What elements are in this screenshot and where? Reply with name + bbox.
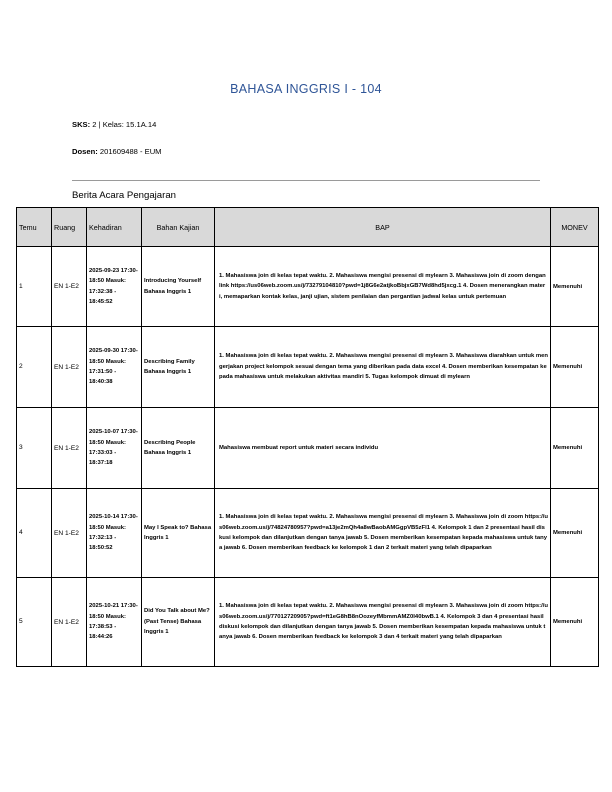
dosen-label: Dosen: — [72, 147, 98, 156]
divider — [72, 180, 540, 181]
cell-temu: 3 — [17, 408, 52, 489]
cell-kehadiran: 2025-10-21 17:30-18:50 Masuk: 17:38:53 - 18:44:26 — [87, 578, 142, 667]
cell-bahan-kajian: Describing People Bahasa Inggris 1 — [142, 408, 215, 489]
col-ruang: Ruang — [52, 208, 87, 247]
cell-bap: 1. Mahasiswa join di kelas tepat waktu. 2. Mahasiswa mengisi presensi di mylearn 3. Mahasiswa join di zoom https://us06web.zoom.us/j/77012720905?pwd=ft1eG8hB8nOozeyfMbmmAMZ0I40bwB.1 4. Kelompok 3 dan 4 presentasi hasil diskusi kelompok dan dilanjutkan dengan tanya jawab 5. Dosen memberikan kesempatan kepada mahasiswa untuk tanya jawab 6. Dosen memberikan feedback ke kelompok 3 dan 4 terkait materi yang telah dipaparkan — [215, 578, 551, 667]
cell-bap: 1. Mahasiswa join di kelas tepat waktu. 2. Mahasiswa mengisi presensi di mylearn 3. Mahasiswa join di zoom dengan link https://us06web.zoom.us/j/73279104810?pwd=1j8G6e2atjkoBbjxGB7Wd8hd5jxcg.1 4. Dosen menerangkan materi, memaparkan kontak kelas, janji ujian, sistem penilaian dan pergantian jadwal kelas untuk pertemuan — [215, 247, 551, 327]
cell-ruang: EN 1-E2 — [52, 408, 87, 489]
col-bap: BAP — [215, 208, 551, 247]
cell-bap: Mahasiswa membuat report untuk materi secara individu — [215, 408, 551, 489]
sks-value: 2 | Kelas: 15.1A.14 — [92, 120, 157, 129]
table-row — [17, 408, 599, 489]
cell-kehadiran: 2025-10-07 17:30-18:50 Masuk: 17:33:03 - 18:37:18 — [87, 408, 142, 489]
col-temu: Temu — [17, 208, 52, 247]
table-header-row — [17, 208, 599, 247]
table-row — [17, 247, 599, 327]
cell-monev: Memenuhi — [551, 408, 599, 489]
col-monev: MONEV — [551, 208, 599, 247]
cell-bahan-kajian: Introducing Yourself Bahasa Inggris 1 — [142, 247, 215, 327]
cell-bahan-kajian: May I Speak to? Bahasa Inggris 1 — [142, 489, 215, 578]
cell-temu: 2 — [17, 327, 52, 408]
cell-bahan-kajian: Describing Family Bahasa Inggris 1 — [142, 327, 215, 408]
cell-bap: 1. Mahasiswa join di kelas tepat waktu. 2. Mahasiswa mengisi presensi di mylearn 3. Mahasiswa diarahkan untuk mengerjakan project kelompok sesuai dengan tema yang diberikan pada data excel 4. Dosen memberikan kesempatan kepada mahasiswa untuk melakukan aktivitas mandiri 5. Tugas kelompok dimuat di mylearn — [215, 327, 551, 408]
section-title: Berita Acara Pengajaran — [72, 190, 176, 201]
cell-monev: Memenuhi — [551, 578, 599, 667]
cell-ruang: EN 1-E2 — [52, 489, 87, 578]
sks-line — [72, 120, 156, 129]
cell-kehadiran: 2025-10-14 17:30-18:50 Masuk: 17:32:13 - 18:50:52 — [87, 489, 142, 578]
col-kehadiran: Kehadiran — [87, 208, 142, 247]
page-title: BAHASA INGGRIS I - 104 — [230, 82, 382, 96]
cell-temu: 4 — [17, 489, 52, 578]
cell-monev: Memenuhi — [551, 247, 599, 327]
dosen-value: 201609488 - EUM — [99, 147, 162, 156]
cell-ruang: EN 1-E2 — [52, 578, 87, 667]
cell-ruang: EN 1-E2 — [52, 327, 87, 408]
cell-kehadiran: 2025-09-30 17:30-18:50 Masuk: 17:31:50 - 18:40:38 — [87, 327, 142, 408]
cell-monev: Memenuhi — [551, 489, 599, 578]
cell-ruang: EN 1-E2 — [52, 247, 87, 327]
table-row — [17, 578, 599, 667]
cell-bap: 1. Mahasiswa join di kelas tepat waktu. 2. Mahasiswa mengisi presensi di mylearn 3. Mahasiswa join di zoom https://us06web.zoom.us/j/74824780957?pwd=a13je2mQh4a8wBaobAMGgpVB5zFI1 4. Kelompok 1 dan 2 presentasi hasil diskusi kelompok dan dilanjutkan dengan tanya jawab 5. Dosen memberikan kesempatan kepada mahasiswa untuk tanya jawab 6. Dosen memberikan feedback ke kelompok 1 dan 2 terkait materi yang telah dipaparkan — [215, 489, 551, 578]
dosen-line — [72, 147, 162, 156]
table-row — [17, 327, 599, 408]
cell-bahan-kajian: Did You Talk about Me? (Past Tense) Bahasa Inggris 1 — [142, 578, 215, 667]
cell-temu: 1 — [17, 247, 52, 327]
col-bahan-kajian: Bahan Kajian — [142, 208, 215, 247]
cell-monev: Memenuhi — [551, 327, 599, 408]
bap-table — [16, 207, 599, 667]
table-row — [17, 489, 599, 578]
sks-label: SKS: — [72, 120, 91, 129]
cell-kehadiran: 2025-09-23 17:30-18:50 Masuk: 17:32:38 - 18:45:52 — [87, 247, 142, 327]
cell-temu: 5 — [17, 578, 52, 667]
